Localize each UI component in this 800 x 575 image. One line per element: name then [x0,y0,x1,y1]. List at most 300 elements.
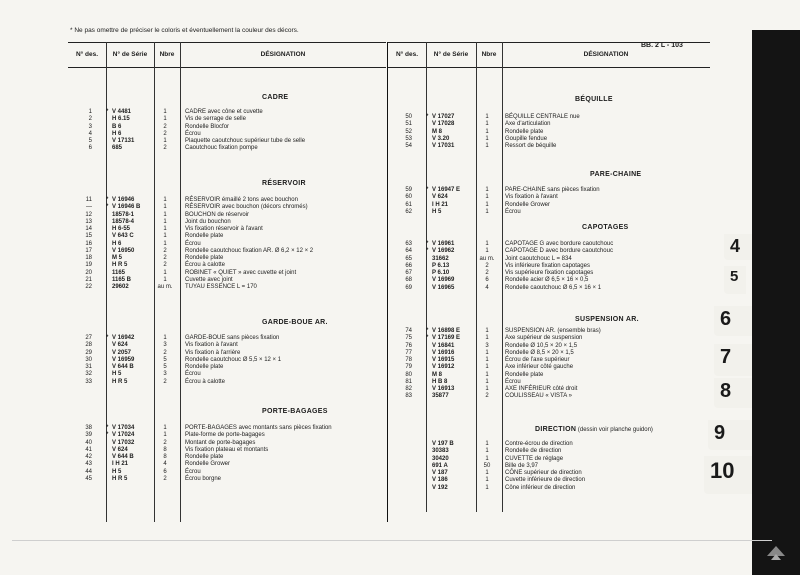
serial-number: V 197 B [432,441,454,447]
quantity: 1 [163,425,167,431]
index-tab-label: 10 [710,458,735,483]
serial-number: V 187 [432,470,448,476]
designation: Joint du bouchon [185,218,231,225]
row-number: 75 [405,335,412,342]
quantity: 2 [485,262,489,269]
header-designation: DÉSIGNATION [260,51,306,58]
bottom-rule [12,540,772,541]
serial-number: V 16965 [432,284,455,291]
serial-number: 30420 [432,455,449,462]
row-number: 78 [405,357,412,363]
designation: Écrou [505,378,521,385]
row-number: 77 [405,349,412,356]
designation: Cuvette inférieure de direction [505,477,586,484]
designation: CADRE avec cône et cuvette [185,109,263,115]
row-number: — [86,204,92,211]
serial-number: P 6.10 [432,270,450,276]
designation: CUVETTE de réglage [505,455,564,462]
quantity: 1 [485,371,489,378]
serial-number: 1165 B [112,276,132,283]
index-strip [752,30,800,575]
quantity: 2 [163,262,167,269]
quantity: 1 [485,187,489,193]
row-number: 11 [85,197,92,203]
index-tab-label: 5 [730,268,739,285]
serial-number: V 16912 [432,364,455,371]
row-number: 53 [405,135,412,142]
table-row [388,142,710,150]
header-nbre: Nbre [159,51,175,58]
page-reference: BB. 2 L - 103 [641,42,683,49]
designation: Rondelle Ø 8,5 × 20 × 1,5 [505,349,574,356]
row-number: 65 [405,255,412,262]
quantity: 1 [163,218,167,225]
section-title-text: RÉSERVOIR [262,180,306,187]
row-number: 14 [85,226,92,232]
designation: Cône inférieur de direction [505,484,576,491]
quantity: 2 [485,393,489,400]
row-number: 3 [88,123,92,130]
section-title-text: GARDE-BOUE AR. [262,319,328,326]
row-number: 33 [85,378,92,385]
designation: BÉQUILLE CENTRALE nue [505,114,580,120]
serial-number: H 6 [112,240,122,247]
quantity: 1 [163,197,167,203]
row-number: 27 [85,335,92,341]
quantity: au m. [479,255,495,262]
serial-number: V 17027 [432,114,455,120]
designation: CAPOTAGE G avec bordure caoutchouc [505,241,614,247]
row-number: 76 [405,342,412,349]
row-number: 21 [85,276,92,283]
row-number: 15 [85,233,92,240]
table-row [68,475,386,483]
serial-number: M 8 [432,371,443,378]
serial-number: V 17031 [432,143,455,149]
serial-number: H 6 [112,130,122,137]
section-title [575,316,639,323]
quantity: 6 [485,277,489,284]
row-number: 63 [405,241,412,247]
quantity: 1 [485,484,489,491]
serial-number: V 16947 E [432,187,461,193]
quantity: 1 [163,240,167,247]
designation: Goupille fendue [505,135,548,142]
serial-number: H R 5 [112,378,128,385]
section-title-text: CADRE [262,94,289,101]
quantity: 2 [163,255,167,261]
designation: Rondelle plate [185,255,224,261]
designation: Rondelle plate [505,128,544,135]
designation: Montant de porte-bagages [185,439,256,446]
coloris-note: * Ne pas omettre de préciser le coloris et éventuellement la couleur des décors. [70,27,299,34]
row-number: 28 [85,342,92,349]
quantity: 1 [163,211,167,218]
row-number: 82 [405,386,412,392]
row-number: 83 [405,393,412,400]
serial-number: V 16969 [432,277,455,284]
color-mark: * [106,425,109,431]
quantity: 1 [485,455,489,462]
quantity: 6 [163,468,167,475]
serial-number: H B 8 [432,378,448,385]
row-number: 40 [85,439,92,446]
row-number: 16 [85,240,92,247]
designation: Vis fixation réservoir à l'avant [185,226,263,232]
designation: Rondelle caoutchouc Ø 6,5 × 16 × 1 [505,284,602,291]
serial-number: V 17169 E [432,335,461,342]
scanner-logo-icon [764,540,788,562]
header-no: N° des. [75,51,99,58]
designation: Contre-écrou de direction [505,441,573,447]
row-number: 2 [88,116,92,123]
designation: Caoutchouc fixation pompe [185,145,258,152]
row-number: 31 [85,364,92,370]
serial-number: I H 21 [112,461,129,468]
section-title-text: BÉQUILLE [575,96,613,103]
section-title [262,94,288,101]
row-number: 54 [405,143,412,149]
row-number: 41 [85,446,92,453]
quantity: 1 [485,241,489,247]
designation: Écrou [185,371,201,378]
designation: GARDE-BOUE sans pièces fixation [185,335,280,341]
serial-number: V 17028 [432,121,455,128]
quantity: 2 [485,270,489,276]
quantity: 1 [485,364,489,371]
designation: Bille de 3,97 [505,462,539,469]
serial-number: 35877 [432,393,449,400]
quantity: 1 [485,208,489,215]
serial-number: V 16841 [432,342,455,349]
serial-number: H R 5 [112,262,128,269]
serial-number: 30383 [432,448,449,455]
table-row [68,283,386,291]
quantity: 2 [163,123,167,130]
quantity: 1 [485,378,489,385]
row-number: 5 [88,138,92,144]
serial-number: V 186 [432,477,448,484]
row-number: 51 [405,121,412,128]
quantity: 2 [163,130,167,137]
quantity: 1 [485,386,489,392]
designation: Rondelle caoutchouc Ø 5,5 × 12 × 1 [185,356,282,363]
designation: Cuvette avec joint [185,276,233,283]
designation: RÉSERVOIR avec bouchon (décors chromés) [185,204,308,211]
section-title [575,96,613,103]
quantity: 2 [163,475,167,482]
designation: PARE-CHAINE sans pièces fixation [505,187,600,193]
designation: Rondelle plate [185,364,224,370]
designation: Vis fixation à l'avant [505,194,558,201]
serial-number: V 624 [112,446,128,453]
designation: Rondelle acier Ø 6,5 × 16 × 0,5 [505,277,589,284]
quantity: 4 [485,284,489,291]
serial-number: V 16962 [432,248,455,255]
quantity: 1 [163,269,167,276]
color-mark: * [426,328,429,334]
header-designation: DÉSIGNATION [583,51,629,58]
quantity: 1 [485,328,489,334]
serial-number: V 17131 [112,138,135,144]
row-number: 69 [405,284,412,291]
designation: Vis de serrage de selle [185,116,246,123]
designation: Axe supérieur de suspension [505,335,583,342]
section-title [582,224,629,231]
color-mark: * [106,335,109,341]
designation: Écrou à calotte [185,378,226,385]
serial-number: V 17032 [112,439,135,446]
serial-number: 18578-1 [112,211,135,218]
designation: Écrou à calotte [185,262,226,269]
serial-number: 31662 [432,255,449,262]
row-number: 18 [85,255,92,261]
designation: Plaquette caoutchouc supérieur tube de selle [185,138,306,144]
table-row [68,378,386,386]
serial-number: 1165 [112,269,126,276]
row-number: 64 [405,248,412,255]
quantity: 1 [485,121,489,128]
designation: AXE INFÉRIEUR côté droit [505,386,578,392]
designation: RÉSERVOIR émaillé 2 tons avec bouchon [185,197,298,203]
section-title [590,171,641,178]
color-mark: * [426,248,429,255]
designation: Rondelle caoutchouc fixation AR. Ø 6,2 × 12 × 2 [185,247,314,254]
color-mark: * [106,204,109,211]
quantity: 2 [163,378,167,385]
row-number: 59 [405,187,412,193]
table-row [388,208,710,216]
designation: Écrou de l'axe supérieur [505,357,570,363]
row-number: 39 [85,432,92,439]
row-number: 38 [85,425,92,431]
row-number: 52 [405,128,412,135]
designation: Joint caoutchouc L = 834 [505,255,572,262]
serial-number: V 644 B [112,364,134,370]
quantity: 1 [485,441,489,447]
quantity: au m. [157,284,173,290]
quantity: 8 [163,446,167,453]
quantity: 1 [163,335,167,341]
row-number: 68 [405,277,412,284]
row-number: 61 [405,201,412,208]
serial-number: 685 [112,145,123,152]
row-number: 66 [405,262,412,269]
row-number: 13 [85,218,92,225]
row-number: 79 [405,364,412,371]
quantity: 1 [485,128,489,135]
row-number: 45 [85,475,92,482]
serial-number: P 6.13 [432,262,450,269]
designation: COULISSEAU « VISTA » [505,393,572,400]
designation: Écrou [185,468,201,475]
row-number: 50 [405,114,412,120]
serial-number: V 16942 [112,335,135,341]
row-number: 44 [85,468,92,475]
designation: Rondelle plate [185,454,224,460]
quantity: 3 [485,342,489,349]
serial-number: V 17024 [112,432,135,439]
quantity: 1 [485,114,489,120]
designation: Axe inférieur côté gauche [505,364,574,371]
designation: SUSPENSION AR. (ensemble bras) [505,328,601,334]
designation: Axe d'articulation [505,121,551,128]
quantity: 1 [485,335,489,342]
designation: Ressort de béquille [505,143,557,149]
quantity: 1 [163,226,167,232]
section-title-note: (dessin voir planche guidon) [576,427,653,433]
designation: Rondelle Blocfor [185,123,230,130]
designation: Plate-forme de porte-bagages [185,432,265,439]
serial-number: V 16913 [432,386,455,392]
designation: TUYAU ESSENCE L = 170 [185,284,257,290]
serial-number: 18578-4 [112,218,135,225]
designation: CÔNE supérieur de direction [505,470,582,476]
designation: Rondelle Grower [185,461,231,468]
serial-number: V 16915 [432,357,455,363]
section-title-text: PARE-CHAINE [590,171,642,178]
table-row [388,392,710,400]
quantity: 5 [163,364,167,370]
row-number: 32 [85,371,92,378]
row-number: 29 [85,349,92,356]
quantity: 1 [163,116,167,123]
serial-number: V 16946 B [112,204,141,211]
serial-number: V 643 C [112,233,134,240]
index-tab-label: 7 [720,346,732,368]
section-title [262,180,306,187]
row-number: 22 [85,284,92,290]
serial-number: 691 A [432,462,448,469]
designation: Vis inférieure fixation capotages [505,262,590,269]
serial-number: M 5 [112,255,123,261]
designation: Rondelle de direction [505,448,562,455]
row-number: 19 [85,262,92,269]
serial-number: I H 21 [432,201,449,208]
index-tab-label: 9 [714,422,726,444]
designation: Vis supérieure fixation capotages [505,270,594,276]
index-tab-label: 6 [720,308,732,330]
quantity: 1 [485,349,489,356]
serial-number: H 6-55 [112,226,131,232]
row-number: 6 [88,145,92,152]
quantity: 8 [163,454,167,460]
quantity: 1 [485,470,489,476]
serial-number: V 192 [432,484,448,491]
section-title-text: DIRECTION [535,426,577,433]
designation: Écrou [185,130,201,137]
quantity: 3 [163,342,167,349]
left-table-header [68,42,386,68]
designation: Vis fixation à l'arrière [185,349,241,356]
quantity: 2 [163,145,167,152]
section-title [262,408,328,415]
row-number: 4 [88,130,92,137]
quantity: 1 [163,432,167,439]
quantity: 1 [485,135,489,142]
row-number: 20 [85,269,92,276]
color-mark: * [106,432,109,439]
designation: BOUCHON de réservoir [185,211,250,218]
quantity: 1 [485,248,489,255]
quantity: 50 [483,462,491,469]
header-serie: N° de Série [433,51,469,58]
designation: CAPOTAGE D avec bordure caoutchouc [505,248,613,255]
designation: ROBINET « QUIET » avec cuvette et joint [185,269,297,276]
row-number: 67 [405,270,412,276]
header-no: N° des. [395,51,419,58]
serial-number: V 17034 [112,425,135,431]
quantity: 1 [485,357,489,363]
row-number: 80 [405,371,412,378]
designation: Rondelle Grower [505,201,551,208]
serial-number: H 5 [112,371,122,378]
right-table-header [388,42,710,68]
row-number: 1 [88,109,92,115]
quantity: 2 [163,349,167,356]
table-row [388,284,710,292]
row-number: 30 [85,356,92,363]
designation: Écrou [185,240,201,247]
quantity: 3 [163,371,167,378]
row-number: 81 [405,378,412,385]
row-number: 60 [405,194,412,201]
color-mark: * [106,109,109,115]
section-title [262,319,328,326]
serial-number: H 5 [112,468,122,475]
serial-number: V 16946 [112,197,135,203]
serial-number: H 5 [432,208,442,215]
quantity: 1 [163,109,167,115]
table-row [388,484,710,492]
quantity: 1 [163,138,167,144]
designation: PORTE-BAGAGES avec montants sans pièces fixation [185,425,332,431]
quantity: 1 [485,477,489,484]
quantity: 1 [485,194,489,201]
section-title [535,426,653,433]
designation: Écrou [505,208,521,215]
quantity: 2 [163,247,167,254]
section-title-text: CAPOTAGES [582,224,629,231]
designation: Rondelle Ø 10,5 × 20 × 1,5 [505,342,578,349]
row-number: 17 [85,247,92,254]
color-mark: * [426,187,429,193]
serial-number: V 16950 [112,247,135,254]
quantity: 1 [163,276,167,283]
designation: Écrou borgne [185,475,222,482]
quantity: 1 [163,204,167,211]
quantity: 4 [163,461,167,468]
header-serie: N° de Série [112,51,148,58]
row-number: 74 [405,328,412,334]
row-number: 42 [85,454,92,460]
quantity: 1 [485,448,489,455]
index-tab-label: 8 [720,380,732,402]
quantity: 1 [485,201,489,208]
color-mark: * [426,241,429,247]
designation: Vis fixation à l'avant [185,342,238,349]
serial-number: H 6.15 [112,116,130,123]
serial-number: 29602 [112,284,129,290]
row-number: 12 [85,211,92,218]
header-nbre: Nbre [481,51,497,58]
section-title-text: PORTE-BAGAGES [262,408,328,415]
quantity: 1 [485,143,489,149]
color-mark: * [426,114,429,120]
quantity: 2 [163,439,167,446]
row-number: 62 [405,208,412,215]
designation: Vis fixation plateau et montants [185,446,269,453]
